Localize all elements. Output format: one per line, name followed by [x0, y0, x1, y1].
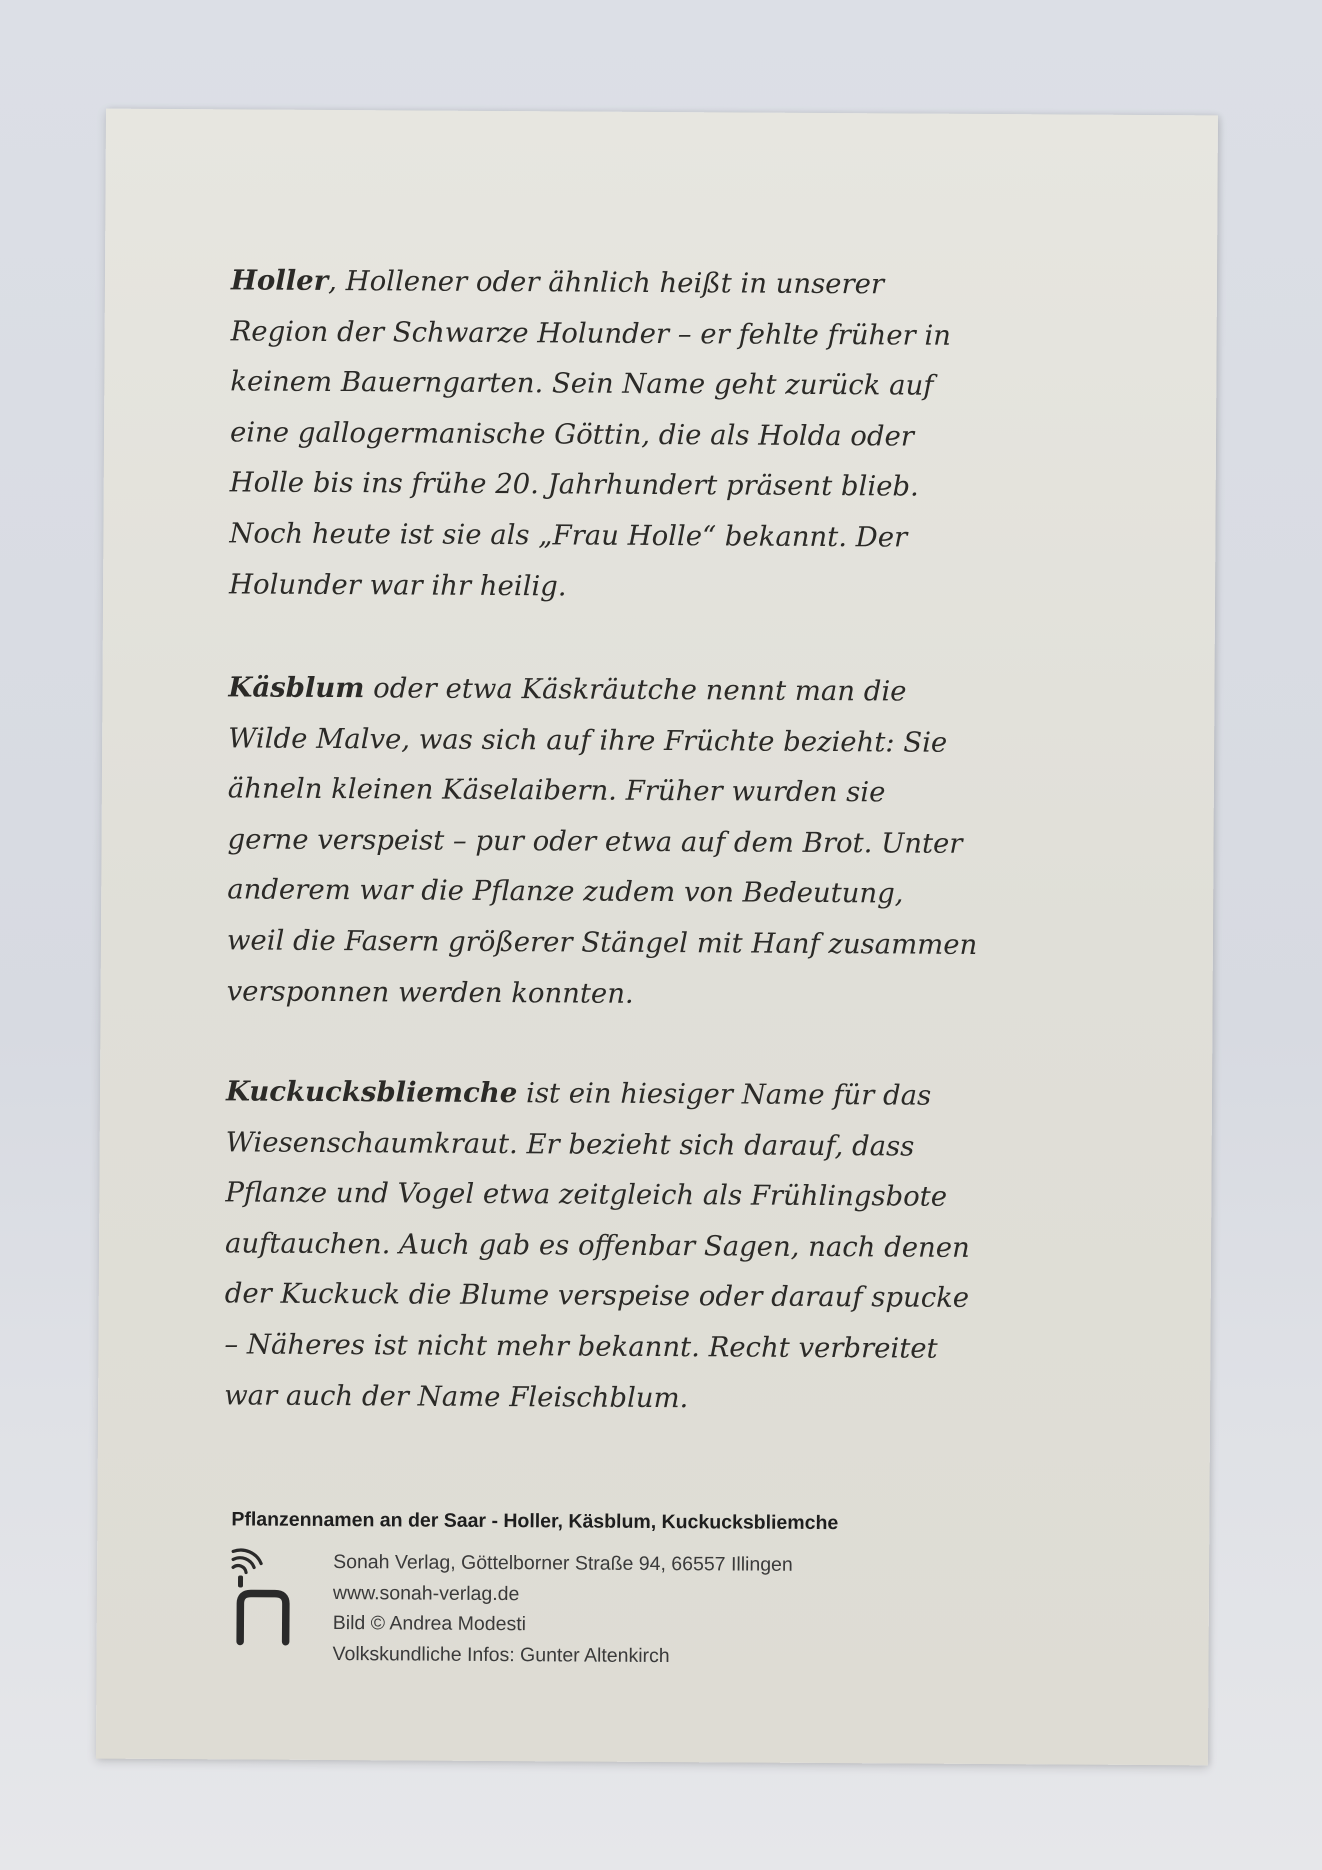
term-holler: Holler — [230, 264, 329, 297]
text-line: ähneln kleinen Käselaibern. Früher wurden sie — [227, 772, 886, 809]
footer-title: Pflanzennamen an der Saar - Holler, Käsblum, Kuckucksbliemche — [231, 1508, 839, 1535]
text-line: Käsblum oder etwa Käskräutche nennt man die — [228, 671, 907, 708]
text-line: Wilde Malve, was sich auf ihre Früchte bezieht: Sie — [228, 721, 948, 759]
publisher-address: Sonah Verlag, Göttelborner Straße 94, 66557 Illingen — [333, 1551, 793, 1576]
text-line: – Näheres ist nicht mehr bekannt. Recht verbreitet — [224, 1328, 938, 1365]
text-line: Holler, Hollener oder ähnlich heißt in unserer — [230, 264, 885, 301]
text-line: Wiesenschaumkraut. Er bezieht sich darauf, dass — [225, 1125, 915, 1163]
paragraph-holler — [229, 255, 1131, 615]
text-line: Noch heute ist sie als „Frau Holle“ bekannt. Der — [229, 517, 908, 554]
postcard-back — [96, 109, 1218, 1766]
text-line: Holunder war ihr heilig. — [229, 567, 567, 602]
term-kuckucksbliemche: Kuckucksbliemche — [225, 1075, 518, 1110]
text-line: Region der Schwarze Holunder – er fehlte früher in — [230, 314, 952, 352]
text-line: keinem Bauerngarten. Sein Name geht zurück auf — [230, 365, 934, 402]
text-line: der Kuckuck die Blume verspeise oder darauf spucke — [224, 1277, 970, 1315]
image-credit: Bild © Andrea Modesti — [332, 1612, 527, 1636]
text-line: versponnen werden konnten. — [226, 974, 634, 1010]
info-credit: Volkskundliche Infos: Gunter Altenkirch — [332, 1642, 670, 1667]
publisher-info — [332, 1547, 792, 1672]
text-line: Kuckucksbliemche ist ein hiesiger Name für das — [225, 1075, 932, 1112]
text-line: Holle bis ins frühe 20. Jahrhundert präsent blieb. — [229, 466, 919, 503]
text-line: Pflanze und Vogel etwa zeitgleich als Frühlingsbote — [225, 1176, 948, 1213]
text-line: auftauchen. Auch gab es offenbar Sagen, nach denen — [224, 1227, 970, 1264]
text-line: gerne verspeist – pur oder etwa auf dem Brot. Unter — [227, 823, 963, 860]
paragraph-kaesblum — [226, 662, 1128, 1022]
paragraph-kuckucksbliemche — [224, 1066, 1126, 1426]
text-line: war auch der Name Fleischblum. — [224, 1378, 689, 1414]
text-line: weil die Fasern größerer Stängel mit Hanf zusammen — [226, 924, 978, 961]
term-kaesblum: Käsblum — [228, 671, 365, 705]
text-line: anderem war die Pflanze zudem von Bedeutung, — [227, 873, 904, 910]
text-line: eine gallogermanische Göttin, die als Holda oder — [229, 416, 915, 453]
publisher-website: www.sonah-verlag.de — [332, 1581, 520, 1605]
sonah-verlag-logo-icon — [231, 1545, 296, 1655]
